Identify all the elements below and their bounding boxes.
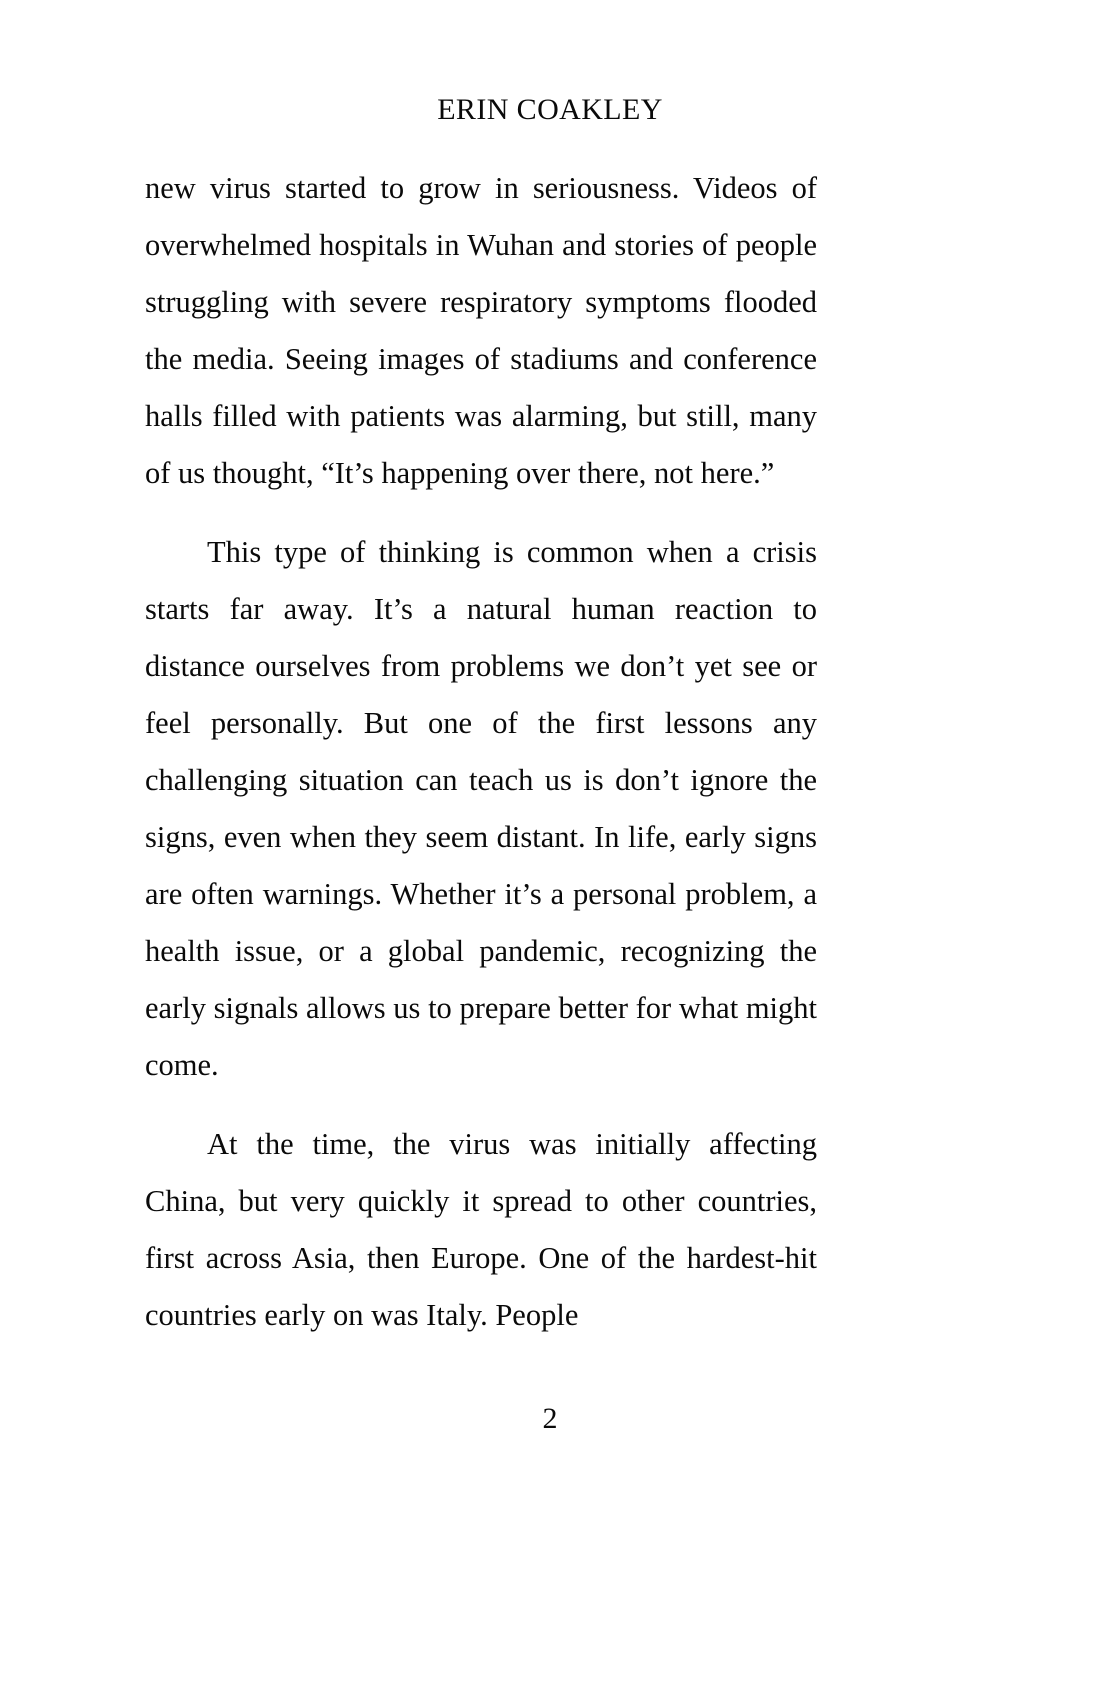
- body-text-block: [145, 160, 817, 1344]
- body-paragraph: new virus started to grow in seriousness. Videos of overwhelmed hospitals in Wuhan and stories of people struggling with severe respiratory symptoms flooded the media. Seeing images of stadiums and conference halls filled with patients was alarming, but still, many of us thought, “It’s happening over there, not here.”: [145, 171, 817, 490]
- body-paragraph: This type of thinking is common when a crisis starts far away. It’s a natural human reaction to distance ourselves from problems we don’t yet see or feel personally. But one of the first lessons any challenging situation can teach us is don’t ignore the signs, even when they seem distant. In life, early signs are often warnings. Whether it’s a personal problem, a health issue, or a global pandemic, recognizing the early signals allows us to prepare better for what might come.: [145, 535, 817, 1082]
- running-header: ERIN COAKLEY: [437, 93, 663, 126]
- body-paragraph: At the time, the virus was initially affecting China, but very quickly it spread to other countries, first across Asia, then Europe. One of the hardest-hit countries early on was Italy. People: [145, 1127, 817, 1332]
- page-number: 2: [542, 1402, 558, 1435]
